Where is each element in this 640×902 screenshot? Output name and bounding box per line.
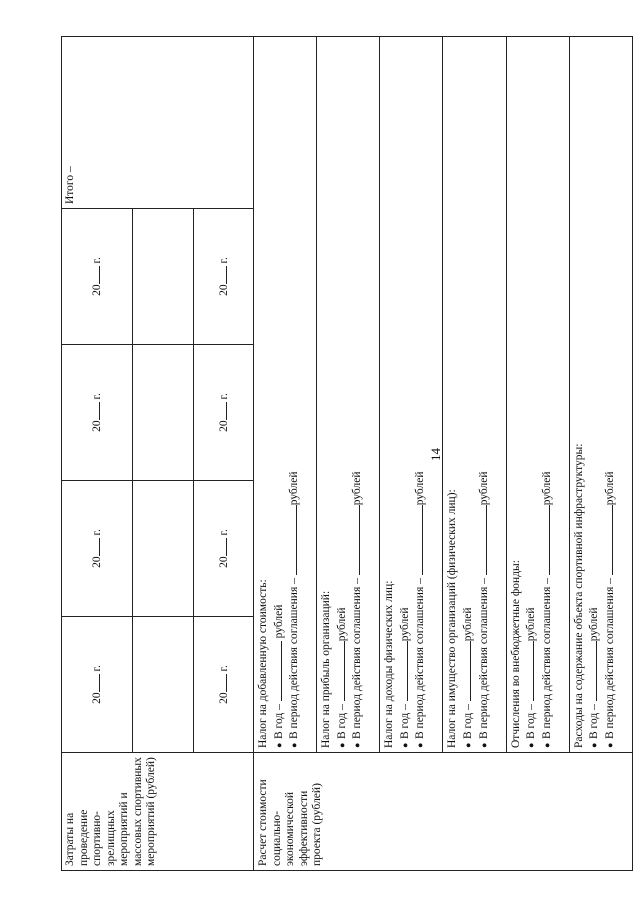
year-cell-4[interactable]: 20 г. — [62, 209, 133, 345]
property-year-field[interactable] — [460, 641, 471, 701]
year-cell-1[interactable]: 20 г. — [62, 617, 133, 753]
value-cell-1[interactable] — [133, 617, 194, 753]
calc-row-1 — [254, 37, 317, 871]
income-year-field[interactable] — [397, 641, 408, 701]
tax-item-4: Налог на имущество организаций (физических лиц): ●В год – рублей ●В период действия соглашения – рублей — [443, 37, 506, 753]
calc-row-3 — [380, 37, 443, 871]
funds-year-field[interactable] — [523, 641, 534, 701]
tax-item-2: Налог на прибыль организаций: ●В год – рублей ●В период действия соглашения – рублей — [317, 37, 380, 753]
year-cell-2[interactable]: 20 г. — [62, 481, 133, 617]
year-cell-8[interactable]: 20 г. — [194, 209, 254, 345]
total-label: Итого – — [64, 166, 76, 204]
calc-row-2 — [317, 37, 380, 871]
profit-year-field[interactable] — [334, 641, 345, 701]
calc-label: Расчет стоимости социально-экономической эффективности проекта (рублей) — [257, 779, 324, 866]
value-cell-2[interactable] — [133, 481, 194, 617]
expenses-label-cell — [62, 753, 254, 871]
maintenance-year-field[interactable] — [586, 641, 597, 701]
funds-period-field[interactable] — [539, 505, 550, 575]
maintenance-period-field[interactable] — [602, 505, 613, 575]
year-cell-3[interactable]: 20 г. — [62, 345, 133, 481]
expenses-label: Затраты на проведение спортивно-зрелищных мероприятий и массовых спортивных мероприятий (рублей) — [64, 757, 158, 866]
property-period-field[interactable] — [476, 505, 487, 575]
income-period-field[interactable] — [412, 505, 423, 575]
expenses-row — [62, 37, 133, 871]
year-cell-7[interactable]: 20 г. — [194, 345, 254, 481]
tax-item-6: Расходы на содержание объекта спортивной инфраструктуры: ●В год – рублей ●В период действия соглашения – рублей — [569, 37, 632, 753]
vat-period-field[interactable] — [286, 505, 297, 575]
year-cell-5[interactable]: 20 г. — [194, 617, 254, 753]
vat-year-field[interactable] — [271, 641, 282, 701]
calc-row-5 — [506, 37, 569, 871]
tax-item-5: Отчисления во внебюджетные фонды: ●В год – рублей ●В период действия соглашения – рублей — [506, 37, 569, 753]
profit-period-field[interactable] — [349, 505, 360, 575]
tax-item-1: Налог на добавленную стоимость: ●В год – рублей ●В период действия соглашения – рублей — [254, 37, 317, 753]
year-cell-6[interactable]: 20 г. — [194, 481, 254, 617]
calc-label-cell — [254, 753, 633, 871]
value-cell-4[interactable] — [133, 209, 194, 345]
calc-row-6 — [569, 37, 632, 871]
form-table — [61, 36, 633, 871]
rotated-form — [61, 37, 633, 871]
tax-item-3: Налог на доходы физических лиц: ●В год – рублей ●В период действия соглашения – рублей — [380, 37, 443, 753]
value-cell-3[interactable] — [133, 345, 194, 481]
page-number-text: 14 — [428, 448, 443, 461]
calc-row-4 — [443, 37, 506, 871]
total-cell[interactable] — [62, 37, 254, 209]
